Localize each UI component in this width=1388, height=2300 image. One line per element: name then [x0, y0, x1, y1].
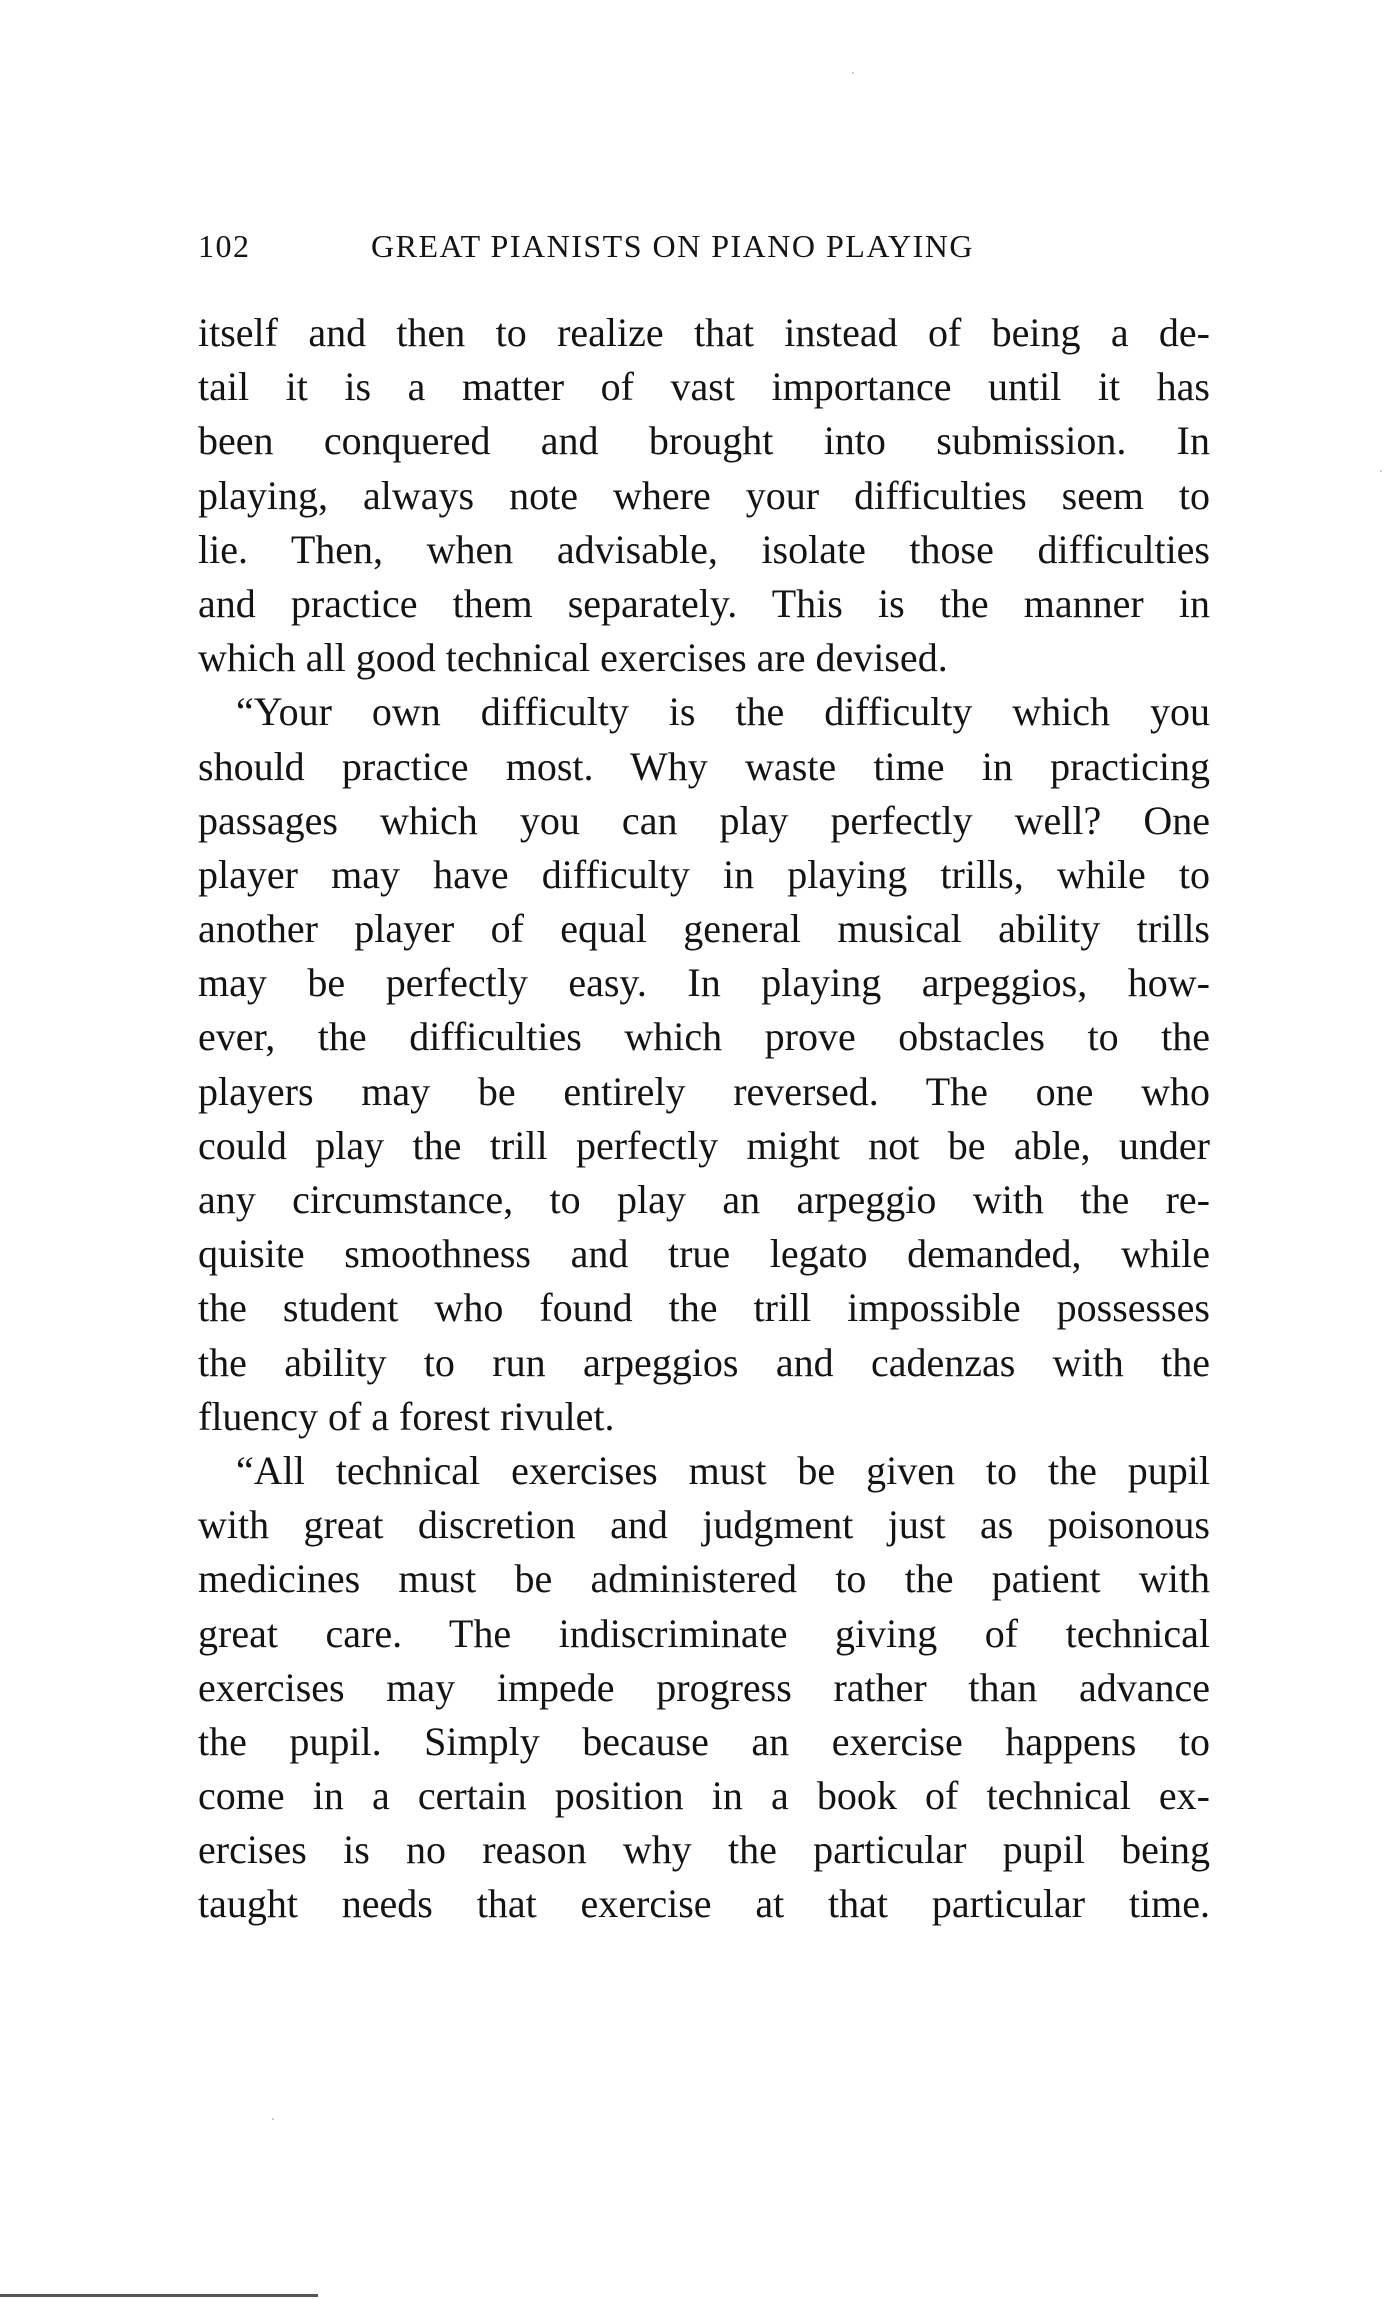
text-line: “All technical exercises must be given to the pupil: [236, 1447, 1210, 1493]
text-line: fluency of a forest rivulet.: [198, 1393, 615, 1439]
text-line: medicines must be administered to the patient with: [198, 1556, 1210, 1602]
text-line: the ability to run arpeggios and cadenzas with the: [198, 1339, 1210, 1385]
text-line: passages which you can play perfectly well? One: [198, 797, 1210, 843]
text-line: any circumstance, to play an arpeggio with the re-: [198, 1177, 1210, 1222]
running-title: GREAT PIANISTS ON PIANO PLAYING: [371, 228, 974, 264]
page-number: 102: [198, 228, 251, 264]
body-text: [198, 306, 1210, 1932]
text-line: itself and then to realize that instead of being a de-: [198, 310, 1210, 355]
scan-speck: [272, 2118, 274, 2120]
text-line: exercises may impede progress rather than advance: [198, 1664, 1210, 1710]
text-line: with great discretion and judgment just as poisonous: [198, 1502, 1210, 1548]
text-line: which all good technical exercises are devised.: [198, 635, 948, 681]
text-line: lie. Then, when advisable, isolate those difficulties: [198, 526, 1210, 572]
text-line: may be perfectly easy. In playing arpeggios, how-: [198, 960, 1210, 1006]
running-head: [198, 228, 1210, 268]
scan-speck: [1380, 470, 1382, 472]
text-line: come in a certain position in a book of technical ex-: [198, 1773, 1210, 1819]
text-line: another player of equal general musical ability trills: [198, 906, 1210, 952]
text-line: the pupil. Simply because an exercise happens to: [198, 1718, 1210, 1764]
text-line: could play the trill perfectly might not be able, under: [198, 1122, 1210, 1168]
text-line: great care. The indiscriminate giving of technical: [198, 1610, 1210, 1656]
text-line: been conquered and brought into submission. In: [198, 418, 1210, 464]
text-line: taught needs that exercise at that particular time.: [198, 1881, 1210, 1927]
text-line: “Your own difficulty is the difficulty which you: [236, 689, 1210, 735]
scan-speck: [852, 72, 854, 74]
text-line: tail it is a matter of vast importance until it has: [198, 364, 1210, 410]
text-line: ever, the difficulties which prove obstacles to the: [198, 1014, 1210, 1060]
text-line: quisite smoothness and true legato demanded, while: [198, 1231, 1210, 1277]
text-line: ercises is no reason why the particular pupil being: [198, 1827, 1210, 1873]
text-line: should practice most. Why waste time in practicing: [198, 743, 1210, 789]
text-line: the student who found the trill impossible possesses: [198, 1285, 1210, 1331]
text-line: playing, always note where your difficulties seem to: [198, 472, 1210, 518]
text-line: and practice them separately. This is the manner in: [198, 580, 1210, 626]
scan-edge-rule: [0, 2294, 318, 2297]
text-line: player may have difficulty in playing trills, while to: [198, 851, 1210, 897]
text-line: players may be entirely reversed. The one who: [198, 1068, 1210, 1114]
